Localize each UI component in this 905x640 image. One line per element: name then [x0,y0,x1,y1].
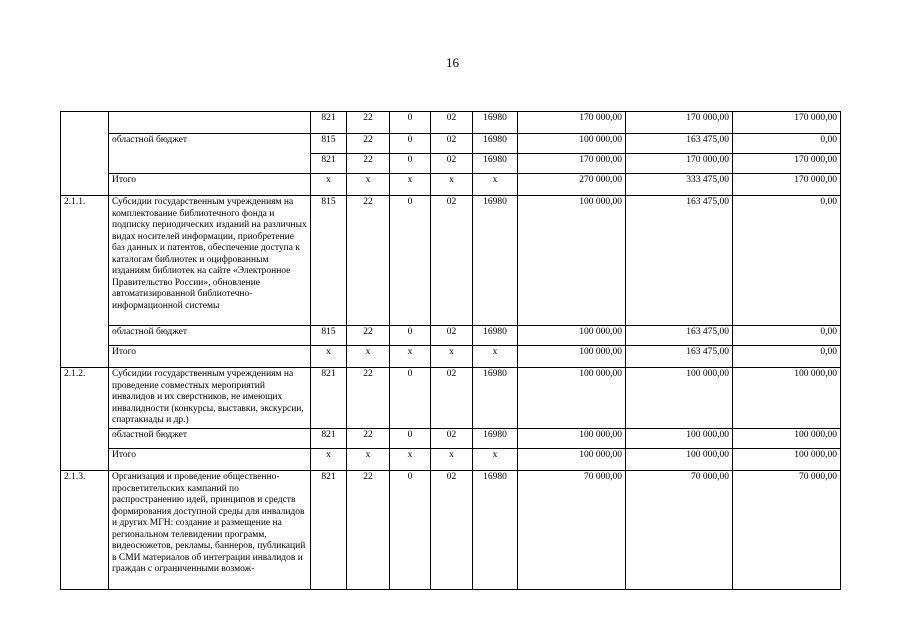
description-cell: областной бюджет [109,134,311,174]
target-cell: 0 [390,134,431,154]
table-row [61,112,841,134]
section-cell: x [347,449,390,471]
amount-year1-cell: 100 000,00 [518,326,626,346]
item-cell: x [473,346,518,368]
administrator-cell: 821 [311,154,347,174]
subprogram-cell: 02 [431,368,473,429]
amount-year2-cell: 163 475,00 [626,346,733,368]
total-label-cell: Итого [109,449,311,471]
amount-year2-cell: 163 475,00 [626,134,733,154]
amount-year2-cell: 70 000,00 [626,471,733,590]
table-row [61,449,841,471]
item-cell: 16980 [473,326,518,346]
subprogram-cell: 02 [431,196,473,326]
subprogram-cell: 02 [431,326,473,346]
section-cell: 22 [347,429,390,449]
table-row [61,346,841,368]
page-number: 16 [446,55,459,70]
description-cell: областной бюджет [109,429,311,449]
target-cell: 0 [390,368,431,429]
description-cell: Субсидии государственным учреждениям на комплектование библиотечного фонда и подписку периодических изданий на различных видах носителей информации, приобретение баз данных и патентов, обеспечение доступа к каталогам библиотек и оцифрованным изданиям библиотек на сайте «Электронное Правительство России», обновление автоматизированной библиотечно-информационной системы [109,196,311,326]
section-cell: 22 [347,471,390,590]
budget-table [60,111,841,590]
subprogram-cell: 02 [431,154,473,174]
amount-year2-cell: 333 475,00 [626,174,733,196]
subprogram-cell: 02 [431,134,473,154]
amount-year2-cell: 163 475,00 [626,196,733,326]
description-cell: Организация и проведение общественно-просветительских кампаний по распространению идей, принципов и средств формирования доступной среды для инвалидов и других МГН: создание и размещение на региональном телевидении программ, видеосюжетов, рекламы, баннеров, публикаций в СМИ материалов об интеграции инвалидов и граждан с ограниченными возмож- [109,471,311,590]
amount-year1-cell: 170 000,00 [518,154,626,174]
administrator-cell: x [311,174,347,196]
description-cell: Субсидии государственным учреждениям на проведение совместных мероприятий инвалидов и их сверстников, не имеющих инвалидности (конкурсы, выставки, экскурсии, спартакиады и др.) [109,368,311,429]
administrator-cell: 821 [311,429,347,449]
description-cell [109,112,311,134]
table-row [61,429,841,449]
description-cell: областной бюджет [109,326,311,346]
target-cell: 0 [390,196,431,326]
item-cell: 16980 [473,368,518,429]
item-cell: 16980 [473,471,518,590]
amount-year1-cell: 100 000,00 [518,346,626,368]
code-cell: 2.1.2. [61,368,109,471]
administrator-cell: x [311,449,347,471]
target-cell: x [390,449,431,471]
amount-year1-cell: 100 000,00 [518,134,626,154]
item-cell: 16980 [473,196,518,326]
total-label-cell: Итого [109,346,311,368]
administrator-cell: 821 [311,471,347,590]
amount-year1-cell: 270 000,00 [518,174,626,196]
target-cell: 0 [390,326,431,346]
subprogram-cell: 02 [431,471,473,590]
amount-year3-cell: 0,00 [733,326,841,346]
amount-year2-cell: 100 000,00 [626,449,733,471]
administrator-cell: 815 [311,326,347,346]
administrator-cell: 821 [311,368,347,429]
amount-year1-cell: 100 000,00 [518,429,626,449]
table-row [61,196,841,326]
section-cell: 22 [347,196,390,326]
subprogram-cell: 02 [431,112,473,134]
subprogram-cell: 02 [431,429,473,449]
amount-year3-cell: 0,00 [733,196,841,326]
amount-year3-cell: 100 000,00 [733,368,841,429]
subprogram-cell: x [431,449,473,471]
amount-year1-cell: 70 000,00 [518,471,626,590]
section-cell: 22 [347,134,390,154]
item-cell: 16980 [473,134,518,154]
item-cell: x [473,174,518,196]
amount-year2-cell: 163 475,00 [626,326,733,346]
amount-year3-cell: 0,00 [733,346,841,368]
amount-year3-cell: 170 000,00 [733,154,841,174]
amount-year3-cell: 170 000,00 [733,112,841,134]
table-row [61,368,841,429]
section-cell: 22 [347,368,390,429]
item-cell: 16980 [473,154,518,174]
target-cell: 0 [390,429,431,449]
amount-year1-cell: 100 000,00 [518,196,626,326]
table-row [61,134,841,154]
subprogram-cell: x [431,346,473,368]
code-cell: 2.1.1. [61,196,109,368]
table-row [61,326,841,346]
amount-year2-cell: 170 000,00 [626,154,733,174]
section-cell: x [347,174,390,196]
administrator-cell: 815 [311,196,347,326]
target-cell: x [390,174,431,196]
item-cell: 16980 [473,112,518,134]
item-cell: 16980 [473,429,518,449]
amount-year1-cell: 170 000,00 [518,112,626,134]
target-cell: x [390,346,431,368]
amount-year3-cell: 70 000,00 [733,471,841,590]
table-row [61,174,841,196]
section-cell: 22 [347,326,390,346]
item-cell: x [473,449,518,471]
amount-year1-cell: 100 000,00 [518,368,626,429]
amount-year2-cell: 100 000,00 [626,368,733,429]
section-cell: 22 [347,112,390,134]
code-cell [61,112,109,196]
amount-year2-cell: 170 000,00 [626,112,733,134]
administrator-cell: x [311,346,347,368]
target-cell: 0 [390,112,431,134]
table-row [61,471,841,590]
amount-year1-cell: 100 000,00 [518,449,626,471]
amount-year3-cell: 100 000,00 [733,449,841,471]
amount-year3-cell: 0,00 [733,134,841,154]
target-cell: 0 [390,154,431,174]
total-label-cell: Итого [109,174,311,196]
section-cell: x [347,346,390,368]
administrator-cell: 821 [311,112,347,134]
subprogram-cell: x [431,174,473,196]
section-cell: 22 [347,154,390,174]
administrator-cell: 815 [311,134,347,154]
amount-year3-cell: 100 000,00 [733,429,841,449]
target-cell: 0 [390,471,431,590]
amount-year3-cell: 170 000,00 [733,174,841,196]
amount-year2-cell: 100 000,00 [626,429,733,449]
code-cell: 2.1.3. [61,471,109,590]
